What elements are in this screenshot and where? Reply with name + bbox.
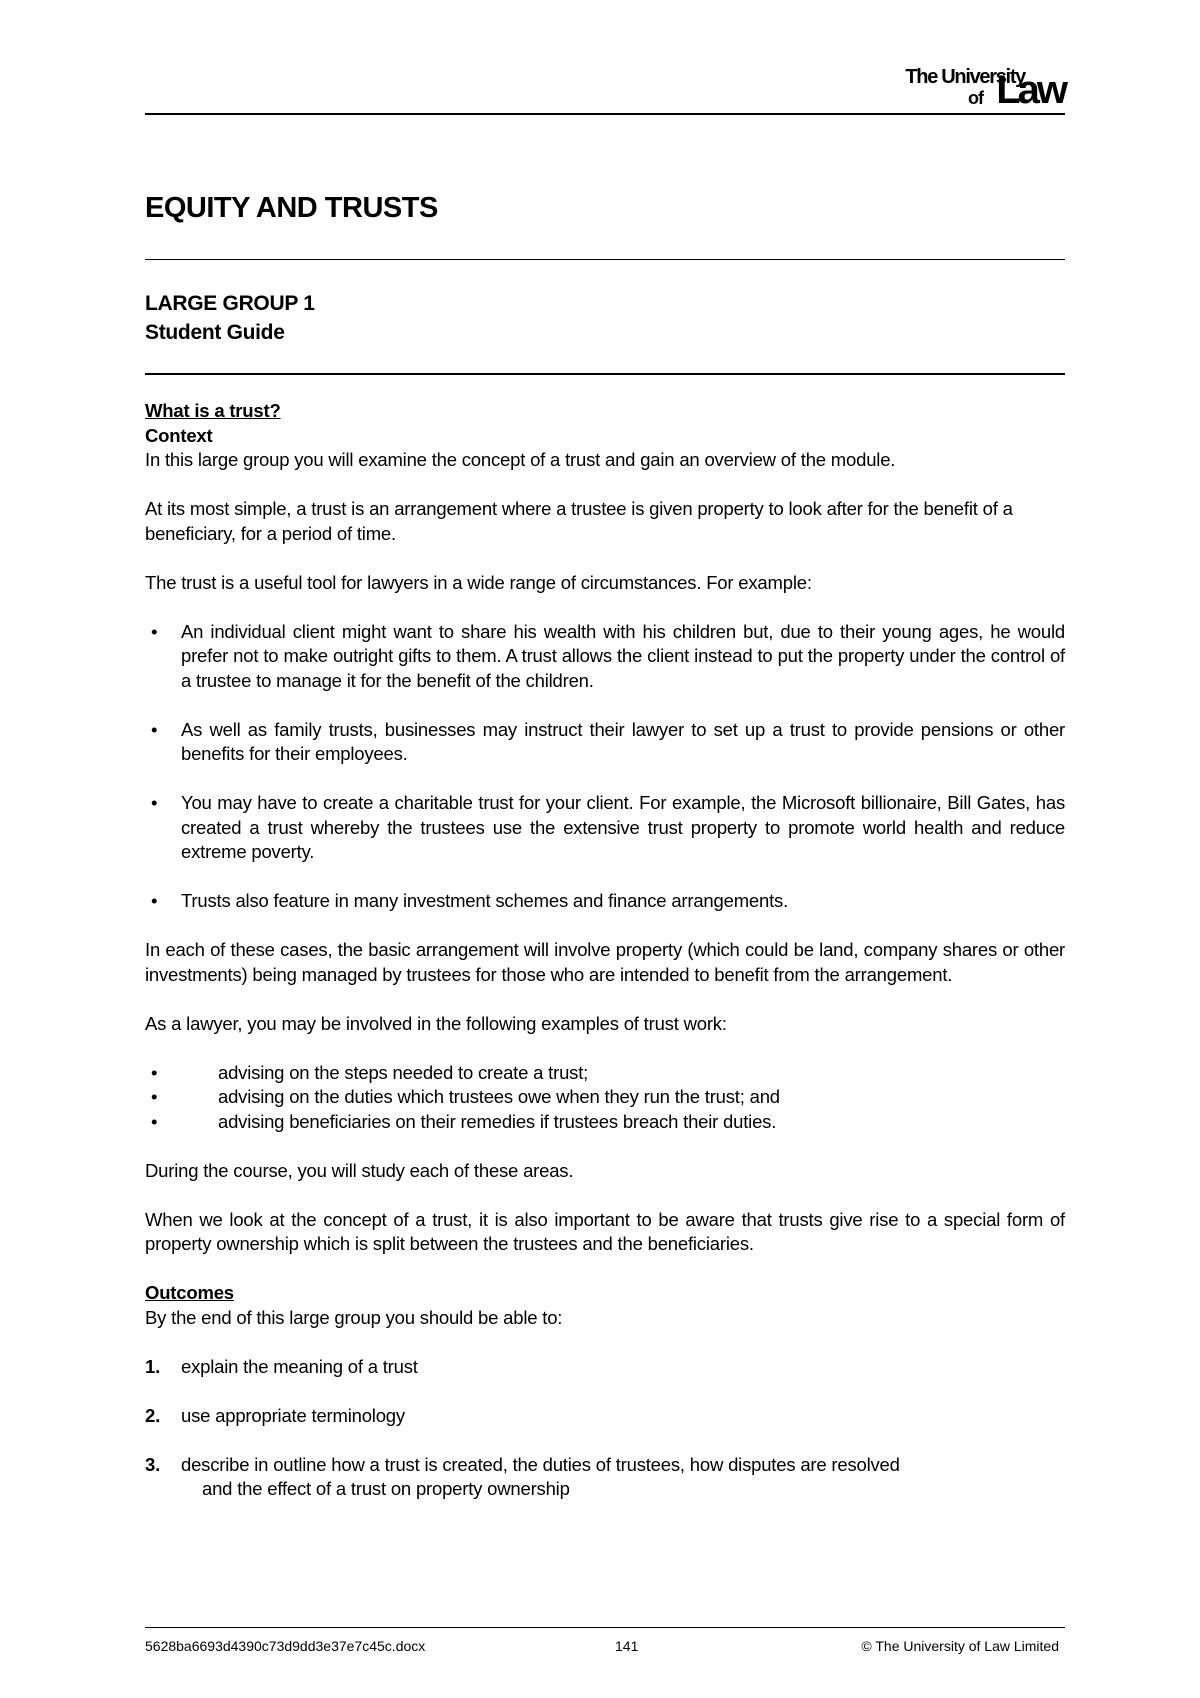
subtitle-rule — [145, 373, 1065, 375]
list-item: • You may have to create a charitable trust for your client. For example, the Microsoft billionaire, Bill Gates, has created a trust whereby the trustees use the extensive trust property to promote world health and reduce extreme poverty. — [151, 792, 1065, 862]
footer-filename: 5628ba6693d4390c73d9dd3e37e7c45c.docx — [145, 1638, 426, 1654]
outcome-number: 1. — [145, 1355, 161, 1377]
outcomes-list — [145, 1355, 1065, 1502]
list-item: • advising on the duties which trustees owe when they run the trust; and — [145, 1085, 1065, 1110]
paragraph-6: During the course, you will study each of these areas. — [145, 1159, 574, 1181]
list-item: • Trusts also feature in many investment schemes and finance arrangements. — [145, 889, 1065, 914]
subtitle-line-2: Student Guide — [145, 321, 285, 344]
list-item: • As well as family trusts, businesses may instruct their lawyer to set up a trust to provide pensions or other benefits for their employees. — [151, 718, 1065, 764]
list-item: • advising on the steps needed to create a trust; — [145, 1061, 1065, 1086]
bullet-icon: • — [151, 1110, 158, 1132]
document-subtitle — [145, 289, 315, 347]
context-heading: Context — [145, 424, 213, 446]
document-title: EQUITY AND TRUSTS — [145, 192, 438, 224]
bullet-icon: • — [151, 620, 158, 642]
document-page — [145, 0, 1065, 1698]
list-item: • An individual client might want to share his wealth with his children but, due to their young ages, he would prefer not to make outright gifts to them. A trust allows the client instead to put the property under the control of a trustee to manage it for the benefit of the children. — [151, 620, 1065, 691]
footer-page-number: 141 — [615, 1638, 639, 1654]
paragraph-5: As a lawyer, you may be involved in the following examples of trust work: — [145, 1012, 727, 1034]
outcome-number: 3. — [145, 1453, 161, 1475]
bullet-icon: • — [151, 792, 158, 813]
bullet-icon: • — [151, 1086, 158, 1107]
logo-text-law: Law — [996, 68, 1065, 112]
outcomes-heading: Outcomes — [145, 1282, 234, 1303]
header-rule — [145, 113, 1065, 115]
title-rule — [145, 259, 1065, 260]
bullet-icon: • — [151, 890, 158, 911]
paragraph-7: When we look at the concept of a trust, it is also important to be aware that trusts give rise to a special form of property ownership which is split between the trustees and the beneficiaries. — [145, 1208, 1065, 1254]
subtitle-line-1: LARGE GROUP 1 — [145, 292, 315, 315]
trust-work-list — [145, 1061, 1065, 1135]
bullet-icon: • — [151, 1061, 158, 1083]
outcomes-intro: By the end of this large group you should be able to: — [145, 1306, 563, 1328]
list-item: 2. use appropriate terminology — [145, 1404, 1065, 1429]
footer-rule — [145, 1627, 1065, 1628]
list-item: 3. describe in outline how a trust is created, the duties of trustees, how disputes are resolved and the effect of a trust on property ownership — [145, 1453, 900, 1499]
bullet-icon: • — [151, 718, 158, 740]
document-body — [145, 399, 1065, 1526]
logo-text-of: of — [968, 88, 983, 108]
paragraph-2: At its most simple, a trust is an arrangement where a trustee is given property to look after for the benefit of a beneficiary, for a period of time. — [145, 498, 1013, 544]
paragraph-1: In this large group you will examine the concept of a trust and gain an overview of the module. — [145, 449, 896, 470]
paragraph-4: In each of these cases, the basic arrangement will involve property (which could be land, company shares or other investments) being managed by trustees for those who are intended to benefit from the arrangement. — [145, 939, 1065, 985]
list-item: • advising beneficiaries on their remedies if trustees breach their duties. — [145, 1110, 1065, 1135]
outcome-number: 2. — [145, 1404, 161, 1426]
section-heading: What is a trust? — [145, 400, 281, 421]
footer-copyright: © The University of Law Limited — [861, 1638, 1059, 1654]
list-item: 1. explain the meaning of a trust — [145, 1355, 1065, 1380]
logo-text-the-university: The University — [905, 66, 1025, 88]
examples-list — [145, 620, 1065, 914]
paragraph-3: The trust is a useful tool for lawyers in a wide range of circumstances. For example: — [145, 571, 812, 593]
university-logo — [855, 64, 1065, 110]
